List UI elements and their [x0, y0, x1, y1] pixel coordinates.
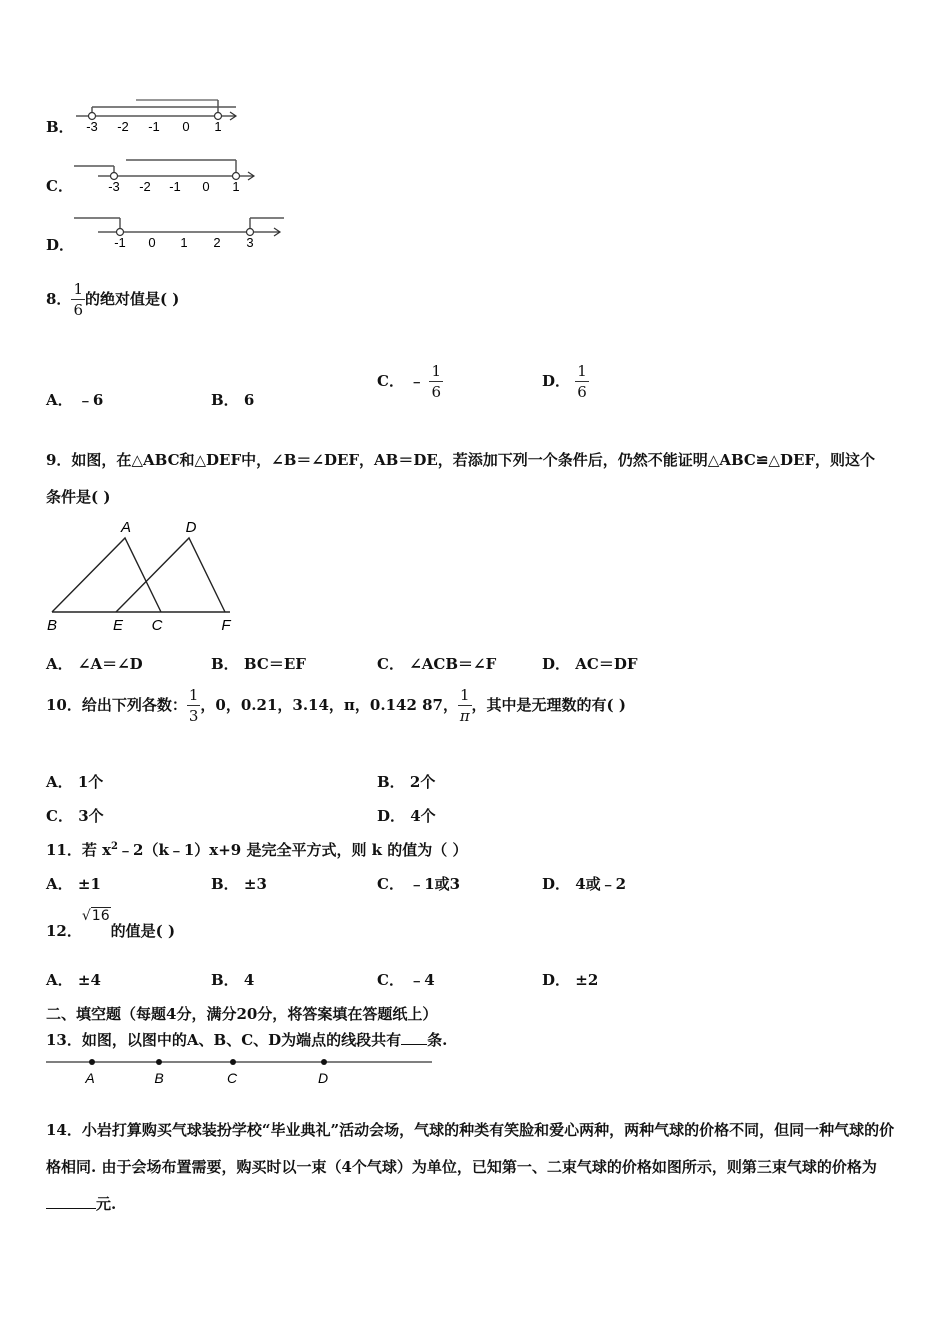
- q11-option-a: A． ±1: [46, 875, 101, 893]
- q13-line-figure: [44, 1054, 436, 1088]
- q12-option-d: D． ±2: [542, 971, 599, 989]
- q7-option-d-label: D．: [46, 236, 75, 254]
- q10-fraction-1-3: $\frac{1}{3}$: [188, 686, 199, 725]
- q9-option-d: D． AC＝DF: [542, 655, 638, 673]
- q7-option-c-number-line: [68, 152, 268, 196]
- q8-fraction: $\frac{1}{6}$: [73, 280, 83, 319]
- q7-d-tick: 2: [213, 235, 221, 250]
- q10-stem: 10．给出下列各数： $\frac{1}{3}$ ，0，0.21，3.14，π，0.142 87， $\frac{1}{\pi}$ ，其中是无理数的有( ): [46, 686, 626, 725]
- q12-option-b: B． 4: [211, 971, 255, 989]
- q8-number: 8．: [46, 290, 72, 308]
- q11-stem: 11．若 $x^2﹣2(k﹣1)x+9$ 是完全平方式，则 k 的值为（ ）: [46, 841, 468, 859]
- q9-label-b: B: [46, 617, 58, 634]
- q13-point-a: A: [85, 1070, 95, 1086]
- q7-b-tick: -1: [148, 119, 160, 134]
- q11-option-d: D． 4或﹣2: [542, 875, 627, 893]
- q9-stem-line1: 9．如图，在△ABC和△DEF中，∠B＝∠DEF，AB＝DE，若添加下列一个条件后，仍然不能证明△ABC≌△DEF，则这个: [46, 451, 876, 469]
- q11-option-c: C． ﹣1或3: [377, 875, 461, 893]
- sqrt-16: √16: [81, 908, 110, 924]
- q8-option-d: D． $\frac{1}{6}$: [542, 362, 587, 401]
- q9-label-a: A: [120, 519, 132, 536]
- q7-option-c-label: C．: [46, 177, 73, 195]
- q9-label-e: E: [112, 617, 124, 634]
- q7-b-tick: 0: [182, 119, 190, 134]
- q14-stem: 14．小岩打算购买气球装扮学校“毕业典礼”活动会场，气球的种类有笑脸和爱心两种，两种气球的价格不同，但同一种气球的价格相同. 由于会场布置需要，购买时以一束（4个气球）为单位，已知第一、二束气球的价格如图所示，则第三束气球的价格为元.: [46, 1121, 895, 1213]
- q12-option-a: A． ±4: [46, 971, 101, 989]
- q7-c-tick: -1: [169, 179, 181, 194]
- q7-c-tick: 0: [202, 179, 210, 194]
- q9-label-f: F: [221, 617, 231, 634]
- q13-point-c: C: [226, 1070, 238, 1086]
- q7-d-tick: 1: [180, 235, 188, 250]
- q8-stem-text: 的绝对值是( ): [84, 290, 180, 308]
- q9-label-d: D: [185, 519, 197, 536]
- q10-option-d: D． 4个: [377, 807, 436, 825]
- q13-stem: 13．如图，以图中的A、B、C、D为端点的线段共有 条.: [46, 1031, 448, 1049]
- q12-stem: 12．√16的值是( ): [46, 908, 176, 940]
- q7-c-tick: -3: [108, 179, 120, 194]
- q9-option-b: B． BC＝EF: [211, 655, 306, 673]
- q7-d-tick: 0: [148, 235, 156, 250]
- q9-stem-line2: 条件是( ): [46, 488, 111, 506]
- q7-c-tick: -2: [139, 179, 151, 194]
- q10-option-c: C． 3个: [46, 807, 104, 825]
- q7-d-tick: -1: [114, 235, 126, 250]
- q9-option-a: A． ∠A＝∠D: [46, 655, 143, 673]
- q11-option-b: B． ±3: [211, 875, 267, 893]
- section-2-title: 二、填空题（每题4分，满分20分，将答案填在答题纸上）: [46, 1005, 438, 1023]
- q12-option-c: C． ﹣4: [377, 971, 435, 989]
- q7-b-tick: 1: [214, 119, 222, 134]
- q10-option-b: B． 2个: [377, 773, 436, 791]
- q9-triangle-figure: [44, 514, 244, 638]
- q8-option-c: C． ﹣ $\frac{1}{6}$: [377, 362, 441, 401]
- q13-point-d: D: [317, 1070, 329, 1086]
- q7-option-d-number-line: [68, 210, 288, 254]
- q7-c-tick: 1: [232, 179, 240, 194]
- q7-b-tick: -2: [117, 119, 129, 134]
- q8-stem: [46, 282, 179, 318]
- q9-option-c: C． ∠ACB＝∠F: [377, 655, 497, 673]
- q13-point-b: B: [154, 1070, 164, 1086]
- q9-label-c: C: [151, 617, 163, 634]
- q10-fraction-1-pi: $\frac{1}{\pi}$: [459, 686, 470, 725]
- q7-option-b-label: B．: [46, 118, 74, 136]
- q10-option-a: A． 1个: [46, 773, 104, 791]
- q7-option-b-number-line: [68, 96, 243, 138]
- q8-option-a: A． ﹣6: [46, 391, 104, 409]
- q7-d-tick: 3: [246, 235, 254, 250]
- q8-option-b: B． 6: [211, 391, 255, 409]
- q7-b-tick: -3: [86, 119, 98, 134]
